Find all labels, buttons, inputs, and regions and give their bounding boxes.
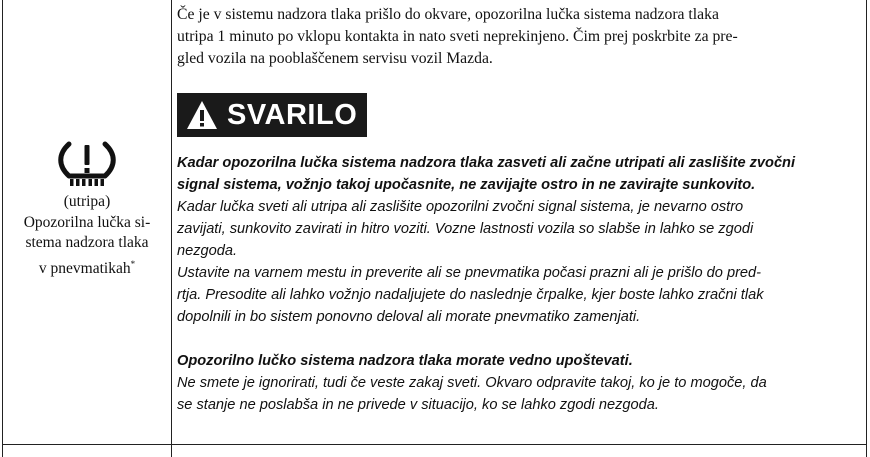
intro-line: utripa 1 minuto po vklopu kontakta in nato sveti neprekinjeno. Čim prej poskrbite za pre- (177, 28, 738, 45)
paragraph-gap (177, 328, 860, 350)
warning-text-line: Ustavite na varnem mestu in preverite ali se pnevmatika počasi prazni ali je prišlo do pred- (177, 265, 762, 281)
indicator-label-text: v pnevmatikah (38, 259, 131, 277)
indicator-label-line: Opozorilna lučka si- (23, 213, 151, 231)
row-divider (2, 444, 867, 445)
indicator-label-line: stema nadzora tlaka (25, 234, 149, 251)
warning-text-line: se stanje ne poslabša in ne privede v situacijo, ko se lahko zgodi nezgoda. (177, 397, 659, 413)
warning-text-line: Ne smete je ignorirati, tudi če veste zakaj sveti. Okvaro odpravite takoj, ko je to mogoče, da (177, 375, 767, 391)
tire-pressure-warning-icon (55, 140, 119, 188)
warning-badge (177, 93, 367, 137)
warning-bold-line: Kadar opozorilna lučka sistema nadzora tlaka zasveti ali začne utripati ali zaslišite zvočni (177, 155, 796, 171)
warning-bold-line: signal sistema, vožnjo takoj upočasnite, ne zavijajte ostro in ne zavirajte sunkovito. (177, 177, 756, 193)
table-border-right (866, 0, 867, 457)
warning-text-line: rtja. Presodite ali lahko vožnjo nadaljujete do naslednje črpalke, kjer boste lahko zračni tlak (177, 287, 764, 303)
indicator-state: (utripa) (63, 193, 111, 210)
footnote-mark: * (130, 258, 136, 269)
description-cell (177, 4, 860, 416)
warning-triangle-icon (185, 99, 219, 131)
indicator-cell (2, 140, 172, 279)
warning-text-line: zavijati, sunkovito zavirati in hitro voziti. Vozne lastnosti vozila so slabše in lahko se zgodi (177, 221, 754, 237)
warning-bold-line: Opozorilno lučko sistema nadzora tlaka morate vedno upoštevati. (177, 353, 633, 369)
warning-text-line: Kadar lučka sveti ali utripa ali zaslišite opozorilni zvočni signal sistema, je nevarno ostro (177, 199, 744, 215)
indicator-label-line (2, 254, 172, 280)
intro-line: Če je v sistemu nadzora tlaka prišlo do okvare, opozorilna lučka sistema nadzora tlaka (177, 6, 719, 23)
warning-label: SVARILO (227, 98, 358, 131)
warning-text-line: dopolnili in bo sistem ponovno deloval ali morate pnevmatiko zamenjati. (177, 309, 641, 325)
warning-text-line: nezgoda. (177, 243, 238, 259)
intro-line: gled vozila na pooblaščenem servisu vozil Mazda. (177, 50, 493, 67)
